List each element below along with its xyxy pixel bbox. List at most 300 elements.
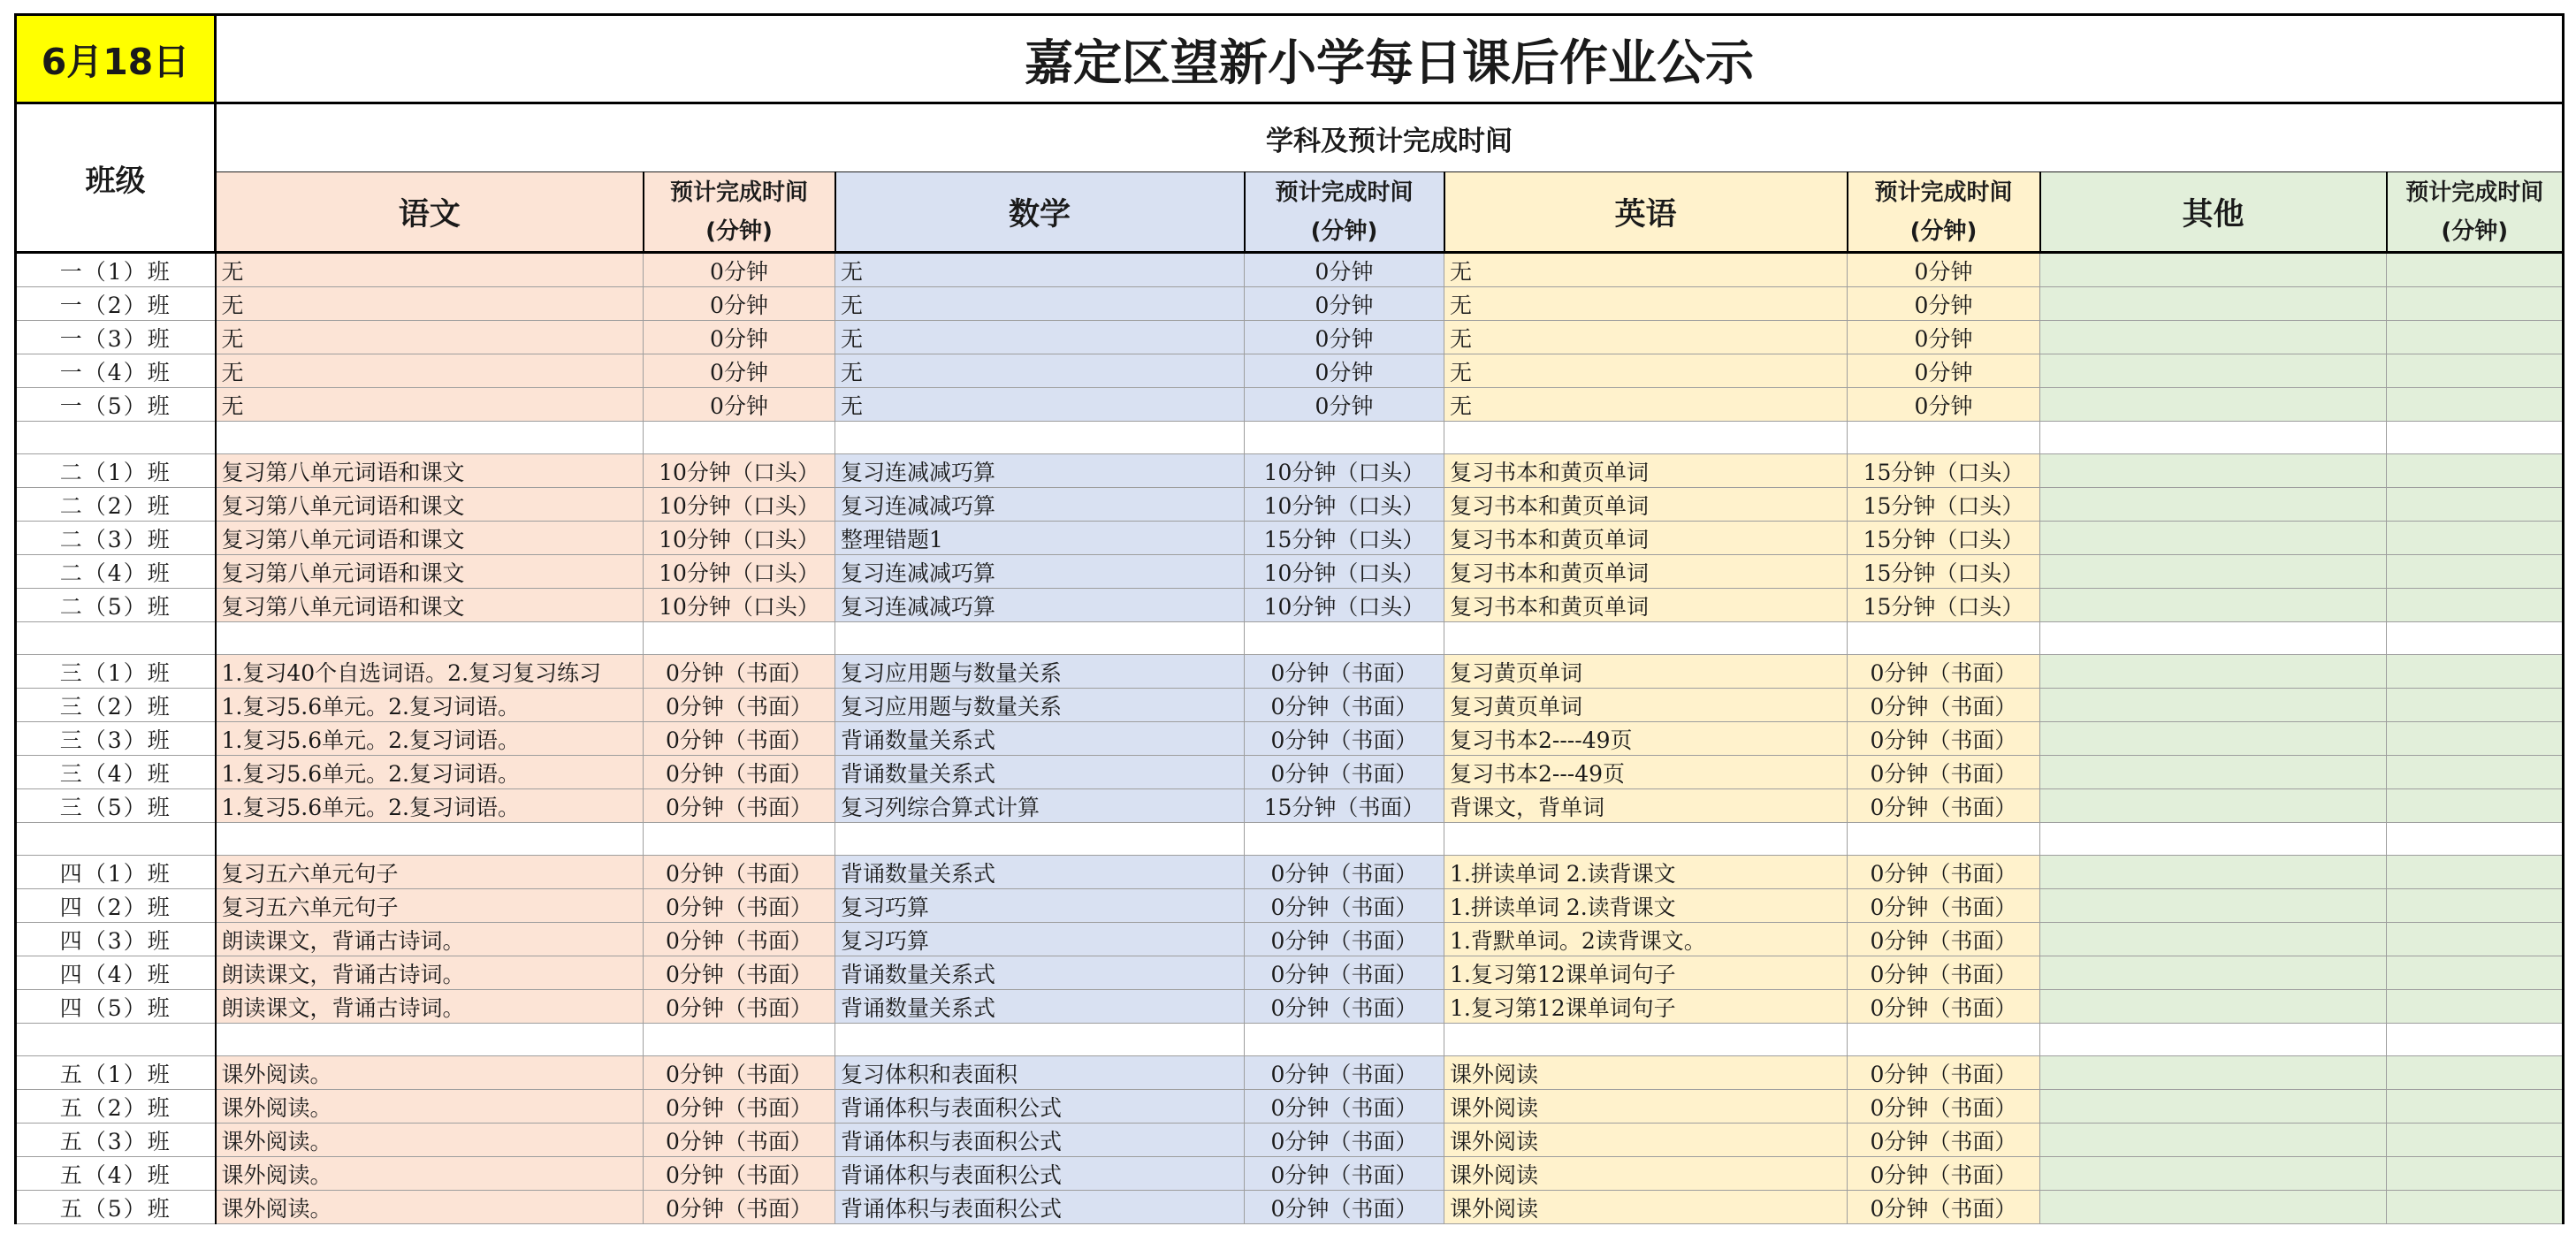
- math-homework-cell[interactable]: 无: [835, 321, 1245, 354]
- english-time-cell[interactable]: 0分钟（书面）: [1848, 1124, 2040, 1157]
- other-time-cell[interactable]: [2387, 923, 2564, 956]
- math-time-cell[interactable]: 10分钟（口头）: [1245, 555, 1444, 589]
- english-homework-cell[interactable]: 背课文，背单词: [1444, 789, 1848, 823]
- other-time-cell[interactable]: [2387, 1191, 2564, 1224]
- subject-group-header: 学科及预计完成时间: [216, 103, 2564, 172]
- math-time-cell[interactable]: 15分钟（口头）: [1245, 522, 1444, 555]
- other-time-cell[interactable]: [2387, 488, 2564, 522]
- class-row: [16, 1124, 2564, 1157]
- class-row: [16, 321, 2564, 354]
- subject-header-chinese: 语文: [216, 172, 644, 253]
- class-row: [16, 990, 2564, 1024]
- other-time-cell[interactable]: [2387, 956, 2564, 990]
- other-time-cell[interactable]: [2387, 454, 2564, 488]
- other-time-cell[interactable]: [2387, 1056, 2564, 1090]
- chinese-homework-cell[interactable]: 无: [216, 287, 644, 321]
- math-time-cell[interactable]: 10分钟（口头）: [1245, 488, 1444, 522]
- other-homework-cell[interactable]: [2040, 287, 2387, 321]
- math-homework-cell[interactable]: 复习体积和表面积: [835, 1056, 1245, 1090]
- separator-cell: [16, 622, 216, 655]
- class-name-cell[interactable]: 五（3）班: [16, 1124, 216, 1157]
- class-row: [16, 756, 2564, 789]
- separator-cell: [1848, 622, 2040, 655]
- grade-separator-row: [16, 422, 2564, 454]
- english-time-cell[interactable]: 0分钟: [1848, 253, 2040, 287]
- class-name-cell[interactable]: 三（2）班: [16, 689, 216, 722]
- separator-cell: [216, 422, 644, 454]
- english-homework-cell[interactable]: 课外阅读: [1444, 1124, 1848, 1157]
- time-header-math: 预计完成时间 (分钟): [1245, 172, 1444, 253]
- english-homework-cell[interactable]: 课外阅读: [1444, 1157, 1848, 1191]
- math-time-cell[interactable]: 0分钟（书面）: [1245, 990, 1444, 1024]
- english-time-cell[interactable]: 15分钟（口头）: [1848, 555, 2040, 589]
- math-time-cell[interactable]: 0分钟（书面）: [1245, 1124, 1444, 1157]
- other-homework-cell[interactable]: [2040, 1124, 2387, 1157]
- class-name-cell[interactable]: 二（5）班: [16, 589, 216, 622]
- homework-rows: [16, 253, 2564, 1224]
- separator-cell: [16, 422, 216, 454]
- homework-table: [14, 13, 2565, 1224]
- class-name-cell[interactable]: 四（3）班: [16, 923, 216, 956]
- chinese-homework-cell[interactable]: 1.复习40个自选词语。2.复习复习练习: [216, 655, 644, 689]
- class-row: [16, 722, 2564, 756]
- other-time-cell[interactable]: [2387, 321, 2564, 354]
- class-row: [16, 354, 2564, 388]
- date-cell[interactable]: 6月18日: [16, 15, 216, 103]
- class-name-cell[interactable]: 一（3）班: [16, 321, 216, 354]
- chinese-time-cell[interactable]: 10分钟（口头）: [644, 454, 835, 488]
- chinese-time-cell[interactable]: 0分钟（书面）: [644, 1157, 835, 1191]
- english-time-cell[interactable]: 0分钟（书面）: [1848, 1056, 2040, 1090]
- english-homework-cell[interactable]: 复习书本和黄页单词: [1444, 522, 1848, 555]
- math-time-cell[interactable]: 15分钟（书面）: [1245, 789, 1444, 823]
- math-homework-cell[interactable]: 无: [835, 287, 1245, 321]
- english-time-cell[interactable]: 15分钟（口头）: [1848, 488, 2040, 522]
- other-homework-cell[interactable]: [2040, 454, 2387, 488]
- english-time-cell[interactable]: 0分钟: [1848, 354, 2040, 388]
- other-homework-cell[interactable]: [2040, 522, 2387, 555]
- chinese-homework-cell[interactable]: 1.复习5.6单元。2.复习词语。: [216, 689, 644, 722]
- separator-cell: [835, 622, 1245, 655]
- separator-cell: [835, 823, 1245, 856]
- english-homework-cell[interactable]: 复习书本和黄页单词: [1444, 488, 1848, 522]
- class-name-cell[interactable]: 二（3）班: [16, 522, 216, 555]
- english-homework-cell[interactable]: 复习书本和黄页单词: [1444, 454, 1848, 488]
- class-name-cell[interactable]: 一（2）班: [16, 287, 216, 321]
- separator-cell: [1848, 1024, 2040, 1056]
- other-time-cell[interactable]: [2387, 388, 2564, 422]
- math-homework-cell[interactable]: 背诵体积与表面积公式: [835, 1124, 1245, 1157]
- chinese-time-cell[interactable]: 10分钟（口头）: [644, 488, 835, 522]
- english-homework-cell[interactable]: 复习黄页单词: [1444, 655, 1848, 689]
- chinese-homework-cell[interactable]: 无: [216, 388, 644, 422]
- chinese-homework-cell[interactable]: 复习第八单元词语和课文: [216, 555, 644, 589]
- class-row: [16, 1157, 2564, 1191]
- class-row: [16, 488, 2564, 522]
- english-homework-cell[interactable]: 1.背默单词。2读背课文。: [1444, 923, 1848, 956]
- other-time-cell[interactable]: [2387, 253, 2564, 287]
- math-homework-cell[interactable]: 背诵数量关系式: [835, 756, 1245, 789]
- english-time-cell[interactable]: 0分钟（书面）: [1848, 990, 2040, 1024]
- chinese-time-cell[interactable]: 0分钟: [644, 253, 835, 287]
- chinese-homework-cell[interactable]: 复习五六单元句子: [216, 889, 644, 923]
- english-time-cell[interactable]: 0分钟（书面）: [1848, 1090, 2040, 1124]
- chinese-homework-cell[interactable]: 课外阅读。: [216, 1157, 644, 1191]
- separator-cell: [16, 1024, 216, 1056]
- other-homework-cell[interactable]: [2040, 1056, 2387, 1090]
- chinese-time-cell[interactable]: 0分钟（书面）: [644, 655, 835, 689]
- separator-cell: [1245, 422, 1444, 454]
- chinese-homework-cell[interactable]: 课外阅读。: [216, 1090, 644, 1124]
- separator-cell: [644, 1024, 835, 1056]
- other-time-cell[interactable]: [2387, 522, 2564, 555]
- chinese-homework-cell[interactable]: 复习第八单元词语和课文: [216, 589, 644, 622]
- chinese-time-cell[interactable]: 0分钟（书面）: [644, 1090, 835, 1124]
- chinese-time-cell[interactable]: 0分钟（书面）: [644, 1124, 835, 1157]
- chinese-time-cell[interactable]: 0分钟（书面）: [644, 1056, 835, 1090]
- chinese-time-cell[interactable]: 0分钟（书面）: [644, 956, 835, 990]
- math-homework-cell[interactable]: 复习连减减巧算: [835, 454, 1245, 488]
- math-homework-cell[interactable]: 背诵数量关系式: [835, 856, 1245, 889]
- separator-cell: [644, 622, 835, 655]
- class-name-cell[interactable]: 二（2）班: [16, 488, 216, 522]
- math-time-cell[interactable]: 0分钟（书面）: [1245, 756, 1444, 789]
- other-homework-cell[interactable]: [2040, 789, 2387, 823]
- english-homework-cell[interactable]: 复习黄页单词: [1444, 689, 1848, 722]
- class-name-cell[interactable]: 二（1）班: [16, 454, 216, 488]
- class-name-cell[interactable]: 三（3）班: [16, 722, 216, 756]
- class-name-cell[interactable]: 四（5）班: [16, 990, 216, 1024]
- other-time-cell[interactable]: [2387, 689, 2564, 722]
- separator-cell: [2040, 823, 2387, 856]
- english-homework-cell[interactable]: 无: [1444, 354, 1848, 388]
- separator-cell: [216, 1024, 644, 1056]
- grade-separator-row: [16, 823, 2564, 856]
- class-name-cell[interactable]: 一（4）班: [16, 354, 216, 388]
- math-homework-cell[interactable]: 背诵数量关系式: [835, 956, 1245, 990]
- chinese-homework-cell[interactable]: 朗读课文，背诵古诗词。: [216, 923, 644, 956]
- other-time-cell[interactable]: [2387, 354, 2564, 388]
- subject-header-other: 其他: [2040, 172, 2387, 253]
- separator-cell: [2387, 823, 2564, 856]
- separator-cell: [1245, 823, 1444, 856]
- english-time-cell[interactable]: 0分钟（书面）: [1848, 1191, 2040, 1224]
- other-time-cell[interactable]: [2387, 789, 2564, 823]
- english-time-cell[interactable]: 15分钟（口头）: [1848, 522, 2040, 555]
- chinese-homework-cell[interactable]: 1.复习5.6单元。2.复习词语。: [216, 722, 644, 756]
- english-time-cell[interactable]: 0分钟（书面）: [1848, 889, 2040, 923]
- math-time-cell[interactable]: 0分钟（书面）: [1245, 1157, 1444, 1191]
- separator-cell: [216, 823, 644, 856]
- english-homework-cell[interactable]: 1.拼读单词 2.读背课文: [1444, 856, 1848, 889]
- other-homework-cell[interactable]: [2040, 388, 2387, 422]
- other-homework-cell[interactable]: [2040, 253, 2387, 287]
- other-homework-cell[interactable]: [2040, 689, 2387, 722]
- math-homework-cell[interactable]: 复习应用题与数量关系: [835, 655, 1245, 689]
- chinese-time-cell[interactable]: 0分钟: [644, 354, 835, 388]
- math-time-cell[interactable]: 0分钟: [1245, 354, 1444, 388]
- chinese-homework-cell[interactable]: 无: [216, 354, 644, 388]
- chinese-time-cell[interactable]: 0分钟（书面）: [644, 756, 835, 789]
- grade-separator-row: [16, 1024, 2564, 1056]
- math-homework-cell[interactable]: 背诵体积与表面积公式: [835, 1090, 1245, 1124]
- chinese-time-cell[interactable]: 0分钟（书面）: [644, 889, 835, 923]
- time-header-chinese: 预计完成时间 (分钟): [644, 172, 835, 253]
- page-title: 嘉定区望新小学每日课后作业公示: [216, 15, 2564, 103]
- other-time-cell[interactable]: [2387, 990, 2564, 1024]
- separator-cell: [16, 823, 216, 856]
- other-time-cell[interactable]: [2387, 1090, 2564, 1124]
- other-time-cell[interactable]: [2387, 856, 2564, 889]
- separator-cell: [2040, 1024, 2387, 1056]
- math-time-cell[interactable]: 0分钟（书面）: [1245, 1090, 1444, 1124]
- math-homework-cell[interactable]: 复习应用题与数量关系: [835, 689, 1245, 722]
- math-time-cell[interactable]: 0分钟: [1245, 321, 1444, 354]
- other-time-cell[interactable]: [2387, 589, 2564, 622]
- separator-cell: [1444, 622, 1848, 655]
- math-time-cell[interactable]: 0分钟（书面）: [1245, 923, 1444, 956]
- math-homework-cell[interactable]: 整理错题1: [835, 522, 1245, 555]
- math-homework-cell[interactable]: 无: [835, 253, 1245, 287]
- separator-cell: [835, 422, 1245, 454]
- separator-cell: [2387, 422, 2564, 454]
- math-time-cell[interactable]: 0分钟（书面）: [1245, 722, 1444, 756]
- other-homework-cell[interactable]: [2040, 1157, 2387, 1191]
- class-row: [16, 287, 2564, 321]
- other-homework-cell[interactable]: [2040, 488, 2387, 522]
- class-row: [16, 956, 2564, 990]
- math-homework-cell[interactable]: 背诵体积与表面积公式: [835, 1157, 1245, 1191]
- chinese-homework-cell[interactable]: 无: [216, 253, 644, 287]
- english-homework-cell[interactable]: 课外阅读: [1444, 1090, 1848, 1124]
- other-homework-cell[interactable]: [2040, 655, 2387, 689]
- math-time-cell[interactable]: 10分钟（口头）: [1245, 454, 1444, 488]
- english-homework-cell[interactable]: 无: [1444, 321, 1848, 354]
- math-time-cell[interactable]: 0分钟（书面）: [1245, 1056, 1444, 1090]
- chinese-time-cell[interactable]: 10分钟（口头）: [644, 589, 835, 622]
- class-name-cell[interactable]: 一（1）班: [16, 253, 216, 287]
- english-homework-cell[interactable]: 复习书本和黄页单词: [1444, 589, 1848, 622]
- chinese-homework-cell[interactable]: 1.复习5.6单元。2.复习词语。: [216, 756, 644, 789]
- chinese-homework-cell[interactable]: 课外阅读。: [216, 1124, 644, 1157]
- math-time-cell[interactable]: 0分钟: [1245, 388, 1444, 422]
- separator-cell: [2387, 1024, 2564, 1056]
- separator-cell: [835, 1024, 1245, 1056]
- english-homework-cell[interactable]: 1.拼读单词 2.读背课文: [1444, 889, 1848, 923]
- subject-header-math: 数学: [835, 172, 1245, 253]
- english-time-cell[interactable]: 0分钟（书面）: [1848, 856, 2040, 889]
- other-homework-cell[interactable]: [2040, 321, 2387, 354]
- other-time-cell[interactable]: [2387, 655, 2564, 689]
- time-header-other: 预计完成时间 (分钟): [2387, 172, 2564, 253]
- separator-cell: [1444, 823, 1848, 856]
- chinese-time-cell[interactable]: 10分钟（口头）: [644, 522, 835, 555]
- math-homework-cell[interactable]: 复习巧算: [835, 889, 1245, 923]
- math-time-cell[interactable]: 0分钟: [1245, 287, 1444, 321]
- math-homework-cell[interactable]: 复习列综合算式计算: [835, 789, 1245, 823]
- english-homework-cell[interactable]: 复习书本2----49页: [1444, 722, 1848, 756]
- english-homework-cell[interactable]: 无: [1444, 253, 1848, 287]
- other-homework-cell[interactable]: [2040, 990, 2387, 1024]
- other-time-cell[interactable]: [2387, 1157, 2564, 1191]
- separator-cell: [2387, 622, 2564, 655]
- chinese-homework-cell[interactable]: 课外阅读。: [216, 1056, 644, 1090]
- separator-cell: [2040, 622, 2387, 655]
- chinese-time-cell[interactable]: 0分钟（书面）: [644, 990, 835, 1024]
- english-time-cell[interactable]: 0分钟（书面）: [1848, 956, 2040, 990]
- class-name-cell[interactable]: 三（5）班: [16, 789, 216, 823]
- class-column-header: 班级: [16, 103, 216, 253]
- separator-cell: [644, 422, 835, 454]
- math-homework-cell[interactable]: 背诵数量关系式: [835, 722, 1245, 756]
- math-time-cell[interactable]: 0分钟（书面）: [1245, 655, 1444, 689]
- other-time-cell[interactable]: [2387, 889, 2564, 923]
- other-time-cell[interactable]: [2387, 756, 2564, 789]
- chinese-homework-cell[interactable]: 无: [216, 321, 644, 354]
- math-time-cell[interactable]: 0分钟（书面）: [1245, 956, 1444, 990]
- math-time-cell[interactable]: 0分钟: [1245, 253, 1444, 287]
- chinese-homework-cell[interactable]: 朗读课文，背诵古诗词。: [216, 990, 644, 1024]
- other-homework-cell[interactable]: [2040, 856, 2387, 889]
- subject-header-english: 英语: [1444, 172, 1848, 253]
- math-time-cell[interactable]: 0分钟（书面）: [1245, 689, 1444, 722]
- class-row: [16, 789, 2564, 823]
- other-homework-cell[interactable]: [2040, 722, 2387, 756]
- math-homework-cell[interactable]: 背诵体积与表面积公式: [835, 1191, 1245, 1224]
- separator-cell: [1848, 422, 2040, 454]
- english-time-cell[interactable]: 15分钟（口头）: [1848, 589, 2040, 622]
- class-row: [16, 388, 2564, 422]
- time-header-english: 预计完成时间 (分钟): [1848, 172, 2040, 253]
- class-name-cell[interactable]: 二（4）班: [16, 555, 216, 589]
- class-name-cell[interactable]: 五（1）班: [16, 1056, 216, 1090]
- other-homework-cell[interactable]: [2040, 589, 2387, 622]
- english-homework-cell[interactable]: 课外阅读: [1444, 1056, 1848, 1090]
- class-row: [16, 856, 2564, 889]
- english-time-cell[interactable]: 15分钟（口头）: [1848, 454, 2040, 488]
- math-homework-cell[interactable]: 无: [835, 354, 1245, 388]
- other-homework-cell[interactable]: [2040, 889, 2387, 923]
- chinese-homework-cell[interactable]: 复习第八单元词语和课文: [216, 454, 644, 488]
- class-row: [16, 522, 2564, 555]
- english-homework-cell[interactable]: 1.复习第12课单词句子: [1444, 990, 1848, 1024]
- separator-cell: [1245, 622, 1444, 655]
- class-row: [16, 889, 2564, 923]
- other-time-cell[interactable]: [2387, 1124, 2564, 1157]
- chinese-time-cell[interactable]: 0分钟（书面）: [644, 722, 835, 756]
- math-homework-cell[interactable]: 复习连减减巧算: [835, 488, 1245, 522]
- class-row: [16, 253, 2564, 287]
- class-row: [16, 1090, 2564, 1124]
- chinese-time-cell[interactable]: 0分钟: [644, 321, 835, 354]
- other-homework-cell[interactable]: [2040, 354, 2387, 388]
- chinese-time-cell[interactable]: 0分钟（书面）: [644, 923, 835, 956]
- english-time-cell[interactable]: 0分钟（书面）: [1848, 722, 2040, 756]
- other-time-cell[interactable]: [2387, 555, 2564, 589]
- class-name-cell[interactable]: 三（4）班: [16, 756, 216, 789]
- chinese-homework-cell[interactable]: 复习五六单元句子: [216, 856, 644, 889]
- chinese-homework-cell[interactable]: 课外阅读。: [216, 1191, 644, 1224]
- math-time-cell[interactable]: 0分钟（书面）: [1245, 889, 1444, 923]
- class-name-cell[interactable]: 三（1）班: [16, 655, 216, 689]
- grade-separator-row: [16, 622, 2564, 655]
- chinese-time-cell[interactable]: 10分钟（口头）: [644, 555, 835, 589]
- english-time-cell[interactable]: 0分钟（书面）: [1848, 923, 2040, 956]
- class-name-cell[interactable]: 四（2）班: [16, 889, 216, 923]
- chinese-time-cell[interactable]: 0分钟（书面）: [644, 1191, 835, 1224]
- english-homework-cell[interactable]: 无: [1444, 388, 1848, 422]
- english-time-cell[interactable]: 0分钟: [1848, 287, 2040, 321]
- english-time-cell[interactable]: 0分钟（书面）: [1848, 1157, 2040, 1191]
- separator-cell: [1444, 1024, 1848, 1056]
- chinese-homework-cell[interactable]: 朗读课文，背诵古诗词。: [216, 956, 644, 990]
- separator-cell: [644, 823, 835, 856]
- english-homework-cell[interactable]: 无: [1444, 287, 1848, 321]
- chinese-time-cell[interactable]: 0分钟（书面）: [644, 856, 835, 889]
- chinese-homework-cell[interactable]: 1.复习5.6单元。2.复习词语。: [216, 789, 644, 823]
- class-row: [16, 655, 2564, 689]
- english-time-cell[interactable]: 0分钟（书面）: [1848, 655, 2040, 689]
- other-homework-cell[interactable]: [2040, 1090, 2387, 1124]
- class-name-cell[interactable]: 五（5）班: [16, 1191, 216, 1224]
- other-time-cell[interactable]: [2387, 287, 2564, 321]
- math-homework-cell[interactable]: 复习连减减巧算: [835, 555, 1245, 589]
- separator-cell: [1245, 1024, 1444, 1056]
- chinese-time-cell[interactable]: 0分钟（书面）: [644, 689, 835, 722]
- english-homework-cell[interactable]: 1.复习第12课单词句子: [1444, 956, 1848, 990]
- class-row: [16, 1191, 2564, 1224]
- separator-cell: [1444, 422, 1848, 454]
- chinese-time-cell[interactable]: 0分钟: [644, 287, 835, 321]
- chinese-homework-cell[interactable]: 复习第八单元词语和课文: [216, 488, 644, 522]
- english-homework-cell[interactable]: 课外阅读: [1444, 1191, 1848, 1224]
- chinese-time-cell[interactable]: 0分钟: [644, 388, 835, 422]
- class-name-cell[interactable]: 四（4）班: [16, 956, 216, 990]
- separator-cell: [1848, 823, 2040, 856]
- other-homework-cell[interactable]: [2040, 555, 2387, 589]
- math-homework-cell[interactable]: 复习巧算: [835, 923, 1245, 956]
- other-time-cell[interactable]: [2387, 722, 2564, 756]
- math-time-cell[interactable]: 0分钟（书面）: [1245, 1191, 1444, 1224]
- class-name-cell[interactable]: 四（1）班: [16, 856, 216, 889]
- class-row: [16, 923, 2564, 956]
- math-homework-cell[interactable]: 背诵数量关系式: [835, 990, 1245, 1024]
- chinese-time-cell[interactable]: 0分钟（书面）: [644, 789, 835, 823]
- math-homework-cell[interactable]: 复习连减减巧算: [835, 589, 1245, 622]
- class-name-cell[interactable]: 一（5）班: [16, 388, 216, 422]
- math-time-cell[interactable]: 0分钟（书面）: [1245, 856, 1444, 889]
- class-name-cell[interactable]: 五（2）班: [16, 1090, 216, 1124]
- english-time-cell[interactable]: 0分钟（书面）: [1848, 789, 2040, 823]
- english-homework-cell[interactable]: 复习书本2---49页: [1444, 756, 1848, 789]
- english-time-cell[interactable]: 0分钟: [1848, 321, 2040, 354]
- english-time-cell[interactable]: 0分钟: [1848, 388, 2040, 422]
- class-row: [16, 689, 2564, 722]
- other-homework-cell[interactable]: [2040, 756, 2387, 789]
- english-time-cell[interactable]: 0分钟（书面）: [1848, 689, 2040, 722]
- other-homework-cell[interactable]: [2040, 1191, 2387, 1224]
- separator-cell: [2040, 422, 2387, 454]
- math-homework-cell[interactable]: 无: [835, 388, 1245, 422]
- english-time-cell[interactable]: 0分钟（书面）: [1848, 756, 2040, 789]
- other-homework-cell[interactable]: [2040, 923, 2387, 956]
- english-homework-cell[interactable]: 复习书本和黄页单词: [1444, 555, 1848, 589]
- other-homework-cell[interactable]: [2040, 956, 2387, 990]
- class-name-cell[interactable]: 五（4）班: [16, 1157, 216, 1191]
- math-time-cell[interactable]: 10分钟（口头）: [1245, 589, 1444, 622]
- class-row: [16, 555, 2564, 589]
- chinese-homework-cell[interactable]: 复习第八单元词语和课文: [216, 522, 644, 555]
